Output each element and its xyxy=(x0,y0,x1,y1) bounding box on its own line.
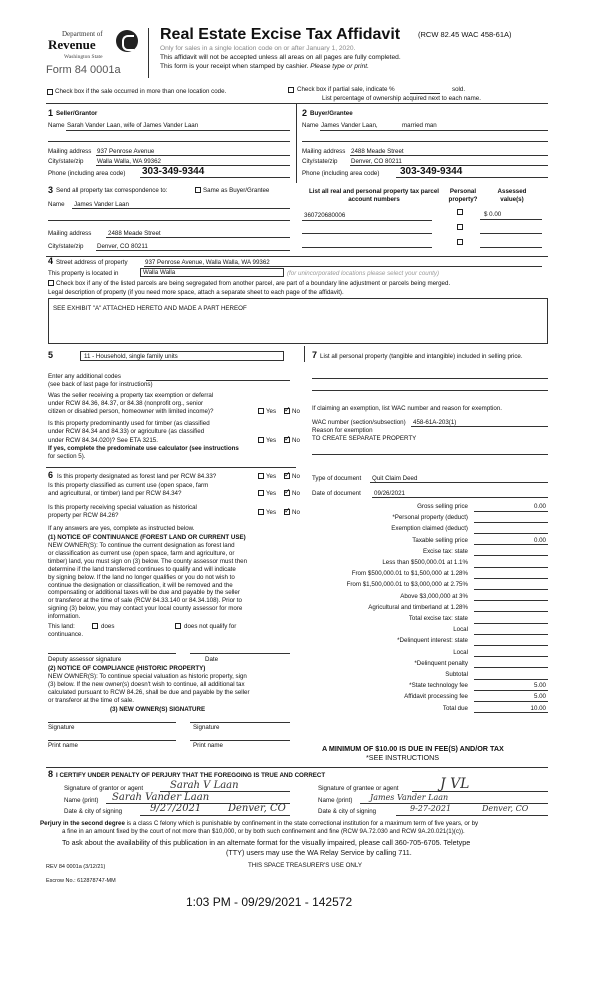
tax-row-line xyxy=(474,511,548,512)
treasurer-use-label: THIS SPACE TREASURER'S USE ONLY xyxy=(248,862,362,869)
grantee-signature-label: Signature of grantee or agent xyxy=(318,785,399,792)
historic-no-label: No xyxy=(292,509,300,516)
header-line-3: This form is your receipt when stamped by cashier. Please type or print. xyxy=(160,63,369,70)
tax-row-label: Local xyxy=(453,626,468,634)
exemption-no-check: ✓ xyxy=(284,405,291,414)
tax-row-line xyxy=(474,667,548,668)
assessed-value-header: Assessed value(s) xyxy=(497,188,527,203)
tax-row-label: Subtotal xyxy=(445,671,468,678)
deputy-date-label: Date xyxy=(205,656,219,663)
timber-yes-label: Yes xyxy=(266,437,277,444)
seller-name: Sarah Vander Laan, wife of James Vander Laan xyxy=(67,122,199,129)
tax-row-line xyxy=(474,623,548,624)
exemption-yes-label: Yes xyxy=(266,408,277,415)
tax-row-line xyxy=(474,522,548,523)
new-owner-signature-heading: (3) NEW OWNER(S) SIGNATURE xyxy=(110,706,206,713)
tax-row-label: Total excise tax: state xyxy=(408,615,468,622)
exemption-q-line-1: Was the seller receiving a property tax exemption or deferral xyxy=(48,392,214,399)
multi-location-label: Check box if the sale occurred in more than one location code. xyxy=(55,88,227,95)
tax-row-label: Excise tax: state xyxy=(422,547,468,555)
section3-name: James Vander Laan xyxy=(74,201,129,208)
legal-description-text: SEE EXHIBIT "A" ATTACHED HERETO AND MADE A PART HEREOF xyxy=(53,305,247,312)
tax-row-label: Total due xyxy=(442,704,468,712)
does-label: does xyxy=(101,623,115,630)
legal-description-label: Legal description of property (if you need more space, attach a separate sheet to each page of the affidavit). xyxy=(48,289,344,296)
escrow-number: Escrow No.: 612878747-MM xyxy=(46,878,116,884)
tax-row-line xyxy=(474,578,548,579)
timber-q-line-4: If yes, complete the predominate use calculator (see instructions xyxy=(48,445,239,452)
tax-row-line xyxy=(474,701,548,702)
revision-label: REV 84 0001a (3/12/21) xyxy=(46,864,106,870)
tax-row-value: 5.00 xyxy=(533,693,546,701)
segregated-checkbox[interactable] xyxy=(48,280,54,286)
located-note: (for unincorporated locations please select your county) xyxy=(287,270,440,277)
parcel-number: 360720680006 xyxy=(304,212,346,219)
tax-row-line xyxy=(474,645,548,646)
owner-signature-label-1: Signature xyxy=(48,724,75,731)
section6-number: 6 xyxy=(48,470,54,480)
doc-date-label: Date of document xyxy=(312,490,361,497)
buyer-phone-label: Phone (including area code) xyxy=(302,170,380,177)
located-value: Walla Walla xyxy=(143,269,176,276)
grantor-city: Denver, CO xyxy=(228,803,286,814)
buyer-heading: Buyer/Grantee xyxy=(310,110,353,117)
grantor-signature: Sarah V Laan xyxy=(170,780,239,791)
tax-row-line xyxy=(474,690,548,691)
partial-sale-label: Check box if partial sale, indicate % xyxy=(297,86,395,93)
grantee-signature: J VL xyxy=(440,776,470,792)
timber-yes-checkbox[interactable] xyxy=(258,437,264,443)
doc-type: Quit Claim Deed xyxy=(372,475,418,482)
owner-signature-label-2: Signature xyxy=(193,724,220,731)
section3-number: 3 xyxy=(48,185,54,195)
grantee-name-label: Name (print) xyxy=(318,797,353,804)
tax-row-line xyxy=(474,656,548,657)
forest-yes-checkbox[interactable] xyxy=(258,473,264,479)
buyer-mailing: 2488 Meade Street xyxy=(351,148,404,155)
compliance-text: NEW OWNER(S): To continue special valuation as historic property, sign (3) below. If the new owner(s) doesn't wish to continue, all additional tax calculated pursuant to RCW 84.26, shall be due and payable by the seller or transferor at the time of sale. xyxy=(48,673,250,704)
street-address: 937 Penrose Avenue, Walla Walla, WA 99362 xyxy=(145,259,270,266)
historic-q-2: property per RCW 84.26? xyxy=(48,512,119,519)
any-yes-note: If any answers are yes, complete as instructed below. xyxy=(48,525,195,532)
buyer-name-label: Name xyxy=(302,122,319,129)
perjury-line-1: Perjury in the second degree is a class C felony which is punishable by confinement in the state correctional institution for a maximum term of five years, or by xyxy=(40,820,479,827)
revenue-logo-icon xyxy=(116,30,138,52)
continuance-label: continuance. xyxy=(48,631,84,638)
forest-no-label: No xyxy=(292,473,300,480)
timber-q-line-2: under RCW 84.34 and 84.33) or agriculture (as classified xyxy=(48,428,205,435)
same-as-buyer-checkbox[interactable] xyxy=(195,187,201,193)
personal-property-checkbox-3[interactable] xyxy=(457,239,463,245)
segregated-label: Check box if any of the listed parcels are being segregated from another parcel, are part of a boundary line adjustment or parcels being merged. xyxy=(56,280,451,287)
current-use-yes-checkbox[interactable] xyxy=(258,490,264,496)
current-use-yes-label: Yes xyxy=(266,490,277,497)
continuance-text: NEW OWNER(S): To continue the current designation as forest land or classification as current use (open space, farm and agriculture, or timber) land, you must sign on (3) below. The county assessor must then determine if the land transferred continues to qualify and will indicate by signing below. If the land no longer qualifies or you do not wish to continue the designation or classification, it will be removed and the compensating or additional taxes will be due and payable by the seller or transferor at the time of sale (RCW 84.33.140 or 84.34.108). Prior to signing (3) below, you may contact your local county assessor for more information. xyxy=(48,542,248,621)
owner-print-name-2: Print name xyxy=(193,742,223,749)
this-land-label: This land: xyxy=(48,623,75,630)
personal-property-checkbox-1[interactable] xyxy=(457,209,463,215)
exemption-yes-checkbox[interactable] xyxy=(258,408,264,414)
seller-city-label: City/state/zip xyxy=(48,158,84,165)
grantee-city: Denver, CO xyxy=(482,804,529,813)
tax-row-value: 10.00 xyxy=(530,704,546,712)
additional-codes-note: (see back of last page for instructions) xyxy=(48,381,153,388)
section7-number: 7 xyxy=(312,350,318,360)
use-code-field[interactable] xyxy=(80,351,284,361)
section3-label: Send all property tax correspondence to: xyxy=(56,187,168,194)
historic-no-check: ✓ xyxy=(284,506,291,515)
exemption-q-line-2: under RCW 84.36, 84.37, or 84.38 (nonprofit org., senior xyxy=(48,400,204,407)
section5-number: 5 xyxy=(48,350,54,360)
seller-mailing: 937 Penrose Avenue xyxy=(97,148,155,155)
exemption-claim-label: If claiming an exemption, list WAC number and reason for exemption. xyxy=(312,405,502,412)
wac-number: 458-61A-203(1) xyxy=(413,419,457,426)
owner-print-name-1: Print name xyxy=(48,742,78,749)
tax-row-label: From $500,000.01 to $1,500,000 at 1.28% xyxy=(351,570,468,578)
compliance-heading: (2) NOTICE OF COMPLIANCE (HISTORIC PROPERTY) xyxy=(48,665,206,672)
alt-format-line-2: (TTY) users may use the WA Relay Service by calling 711. xyxy=(226,848,412,857)
tax-row-line xyxy=(474,544,548,545)
header-line-2: This affidavit will not be accepted unless all areas on all pages are fully completed. xyxy=(160,54,401,61)
header-line-1: Only for sales in a single location code on or after January 1, 2020. xyxy=(160,45,356,52)
timber-q-line-5: for section 5). xyxy=(48,453,86,460)
grantee-date-city-label: Date & city of signing xyxy=(318,808,377,815)
exemption-no-label: No xyxy=(292,408,300,415)
grantee-date: 9-27-2021 xyxy=(410,804,452,813)
grantee-name: James Vander Laan xyxy=(370,793,449,802)
perjury-line-2: a fine in an amount fixed by the court of not more than $10,000, or by both such confinement and fine (RCW 9A.72.030 and RCW 9A.20.021(1)(c)). xyxy=(62,828,465,835)
recording-stamp: 1:03 PM - 09/29/2021 - 142572 xyxy=(186,895,353,909)
legal-description-box[interactable] xyxy=(48,298,548,344)
minimum-due-note: A MINIMUM OF $10.00 IS DUE IN FEE(S) AND/OR TAX xyxy=(322,744,504,753)
doc-date: 09/26/2021 xyxy=(374,490,405,497)
state-label: Washington State xyxy=(64,54,103,60)
buyer-name-extra: married man xyxy=(402,122,437,129)
section3-city: Denver, CO 80211 xyxy=(97,243,148,250)
does-not-checkbox[interactable] xyxy=(175,623,181,629)
doc-type-label: Type of document xyxy=(312,475,362,482)
timber-no-check: ✓ xyxy=(284,434,291,443)
section3-name-label: Name xyxy=(48,201,65,208)
partial-sale-suffix: sold. xyxy=(452,86,466,93)
forest-no-check: ✓ xyxy=(284,470,291,479)
form-number: Form 84 0001a xyxy=(46,64,121,76)
tax-row-line xyxy=(474,589,548,590)
use-code-value: 11 - Household, single family units xyxy=(84,353,178,360)
forest-yes-label: Yes xyxy=(266,473,277,480)
multi-location-checkbox[interactable] xyxy=(47,89,53,95)
current-use-q-1: Is this property classified as current use (open space, farm xyxy=(48,482,209,489)
buyer-phone: 303-349-9344 xyxy=(400,166,463,177)
exemption-q-line-3: citizen or disabled person, homeowner with limited income)? xyxy=(48,408,214,415)
continuance-heading: (1) NOTICE OF CONTINUANCE (FOREST LAND OR CURRENT USE) xyxy=(48,534,246,541)
alt-format-line-1: To ask about the availability of this publication in an alternate format for the visually impaired, please call 360-705-6705. Teletype xyxy=(62,838,471,847)
ownership-note: List percentage of ownership acquired next to each name. xyxy=(322,95,481,102)
tax-row-label: *Delinquent interest: state xyxy=(397,637,468,645)
seller-mailing-label: Mailing address xyxy=(48,148,92,155)
seller-phone-label: Phone (including area code) xyxy=(48,170,126,177)
tax-row-label: Agricultural and timberland at 1.28% xyxy=(368,603,468,611)
located-label: This property is located in xyxy=(48,270,119,277)
tax-row-label: *Delinquent penalty xyxy=(414,659,468,667)
timber-no-label: No xyxy=(292,437,300,444)
tax-row-label: Gross selling price xyxy=(417,503,468,510)
tax-row-label: *State technology fee xyxy=(409,682,468,690)
tax-row-line xyxy=(474,712,548,713)
dept-name: Revenue xyxy=(48,37,96,52)
personal-property-header: Personal property? xyxy=(448,188,478,203)
see-instructions: *SEE INSTRUCTIONS xyxy=(366,753,440,762)
timber-q-line-3: under RCW 84.34.020)? See ETA 3215. xyxy=(48,437,158,444)
historic-yes-label: Yes xyxy=(266,509,277,516)
rcw-reference: (RCW 82.45 WAC 458-61A) xyxy=(418,30,512,39)
page-title: Real Estate Excise Tax Affidavit xyxy=(160,26,401,43)
grantor-date-city-label: Date & city of signing xyxy=(64,808,123,815)
street-label: Street address of property xyxy=(56,259,128,266)
additional-codes-label: Enter any additional codes xyxy=(48,373,121,380)
section4-number: 4 xyxy=(48,256,54,266)
grantor-name-label: Name (print) xyxy=(64,797,99,804)
buyer-city: Denver, CO 80211 xyxy=(351,158,402,165)
grantor-signature-label: Signature of grantor or agent xyxy=(64,785,144,792)
tax-row-value: 5.00 xyxy=(533,682,546,690)
wac-label: WAC number (section/subsection) xyxy=(312,419,406,426)
tax-row-label: From $1,500,000.01 to $3,000,000 at 2.75% xyxy=(346,581,468,589)
tax-row-value: 0.00 xyxy=(533,536,546,544)
tax-row-line xyxy=(474,634,548,635)
tax-row-line xyxy=(474,555,548,556)
tax-row-label: Less than $500,000.01 at 1.1% xyxy=(382,559,468,566)
parcel-column-header: List all real and personal property tax parcel account numbers xyxy=(309,188,439,203)
forest-q: Is this property designated as forest land per RCW 84.33? xyxy=(57,473,217,480)
timber-q-line-1: Is this property predominantly used for timber (as classified xyxy=(48,420,210,427)
tax-row-label: Taxable selling price xyxy=(412,536,468,544)
buyer-section-number: 2 xyxy=(302,108,308,118)
grantor-name: Sarah Vander Laan xyxy=(112,792,210,803)
partial-sale-checkbox[interactable] xyxy=(288,87,294,93)
buyer-city-label: City/state/zip xyxy=(302,158,338,165)
tax-row-label: Local xyxy=(453,648,468,656)
tax-row-value: 0.00 xyxy=(533,503,546,510)
tax-row-line xyxy=(474,679,548,680)
section3-city-label: City/state/zip xyxy=(48,243,84,250)
section8-number: 8 xyxy=(48,769,54,779)
does-checkbox[interactable] xyxy=(92,623,98,629)
seller-phone: 303-349-9344 xyxy=(142,166,205,177)
grantor-date: 9/27/2021 xyxy=(150,803,202,814)
seller-city: Walla Walla, WA 99362 xyxy=(97,158,161,165)
tax-row-line xyxy=(474,611,548,612)
current-use-q-2: and agricultural, or timber) land per RCW 84.34? xyxy=(48,490,182,497)
personal-property-checkbox-2[interactable] xyxy=(457,224,463,230)
seller-heading: Seller/Grantor xyxy=(56,110,98,117)
reason-value: TO CREATE SEPARATE PROPERTY xyxy=(312,435,417,442)
located-field[interactable] xyxy=(140,268,284,277)
seller-section-number: 1 xyxy=(48,108,54,118)
section3-mailing-label: Mailing address xyxy=(48,230,92,237)
historic-q-1: Is this property receiving special valuation as historical xyxy=(48,504,197,511)
certify-statement: I CERTIFY UNDER PENALTY OF PERJURY THAT THE FOREGOING IS TRUE AND CORRECT xyxy=(56,772,326,779)
current-use-no-label: No xyxy=(292,490,300,497)
assessed-value: $ 0.00 xyxy=(484,211,502,218)
tax-row-line xyxy=(474,567,548,568)
does-not-label: does not qualify for xyxy=(184,623,237,630)
current-use-no-check: ✓ xyxy=(284,487,291,496)
deputy-signature-label: Deputy assessor signature xyxy=(48,656,122,663)
section3-mailing: 2488 Meade Street xyxy=(108,230,161,237)
same-as-buyer-label: Same as Buyer/Grantee xyxy=(203,187,270,194)
reason-label: Reason for exemption xyxy=(312,427,373,434)
tax-row-line xyxy=(474,533,548,534)
tax-row-label: Above $3,000,000 at 3% xyxy=(400,592,468,600)
dept-label: Department of xyxy=(62,30,103,38)
tax-row-label: Affidavit processing fee xyxy=(404,693,468,701)
buyer-name: James Vander Laan, xyxy=(321,122,378,129)
buyer-mailing-label: Mailing address xyxy=(302,148,346,155)
tax-row-line xyxy=(474,600,548,601)
seller-name-label: Name xyxy=(48,122,65,129)
section7-label: List all personal property (tangible and intangible) included in selling price. xyxy=(320,353,523,360)
tax-row-label: *Personal property (deduct) xyxy=(392,514,468,522)
tax-row-label: Exemption claimed (deduct) xyxy=(391,525,468,533)
historic-yes-checkbox[interactable] xyxy=(258,509,264,515)
